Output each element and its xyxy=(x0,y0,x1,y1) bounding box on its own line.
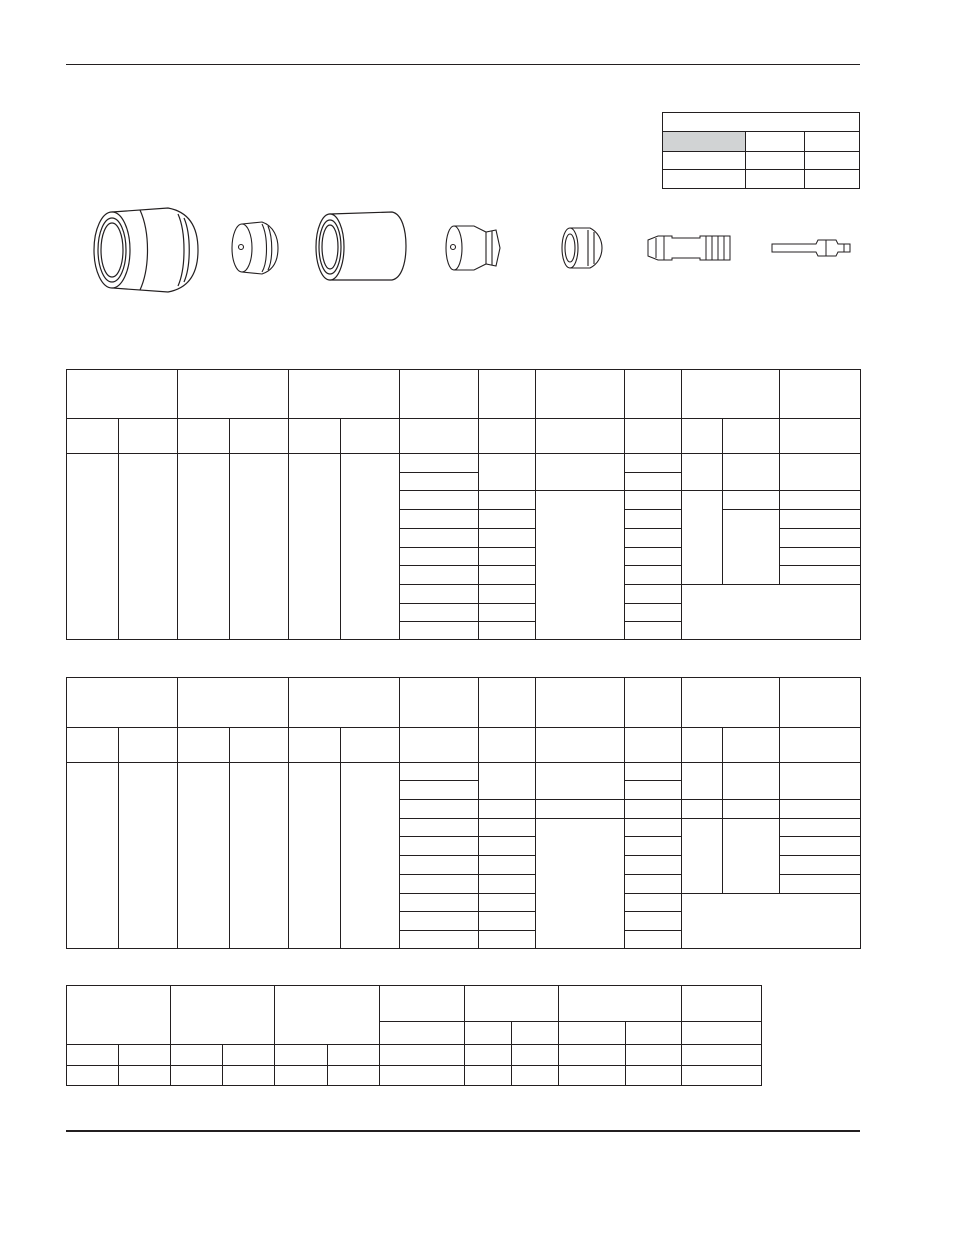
electrode-icon xyxy=(648,236,730,260)
retaining-cap-icon xyxy=(316,212,406,280)
shield-cap-icon xyxy=(232,222,278,274)
swirl-ring-icon xyxy=(562,228,602,268)
consumables-illustration xyxy=(0,0,954,330)
nozzle-icon xyxy=(446,226,500,270)
shield-icon xyxy=(94,208,198,292)
water-tube-icon xyxy=(772,240,850,256)
footer-rule xyxy=(66,1130,860,1132)
